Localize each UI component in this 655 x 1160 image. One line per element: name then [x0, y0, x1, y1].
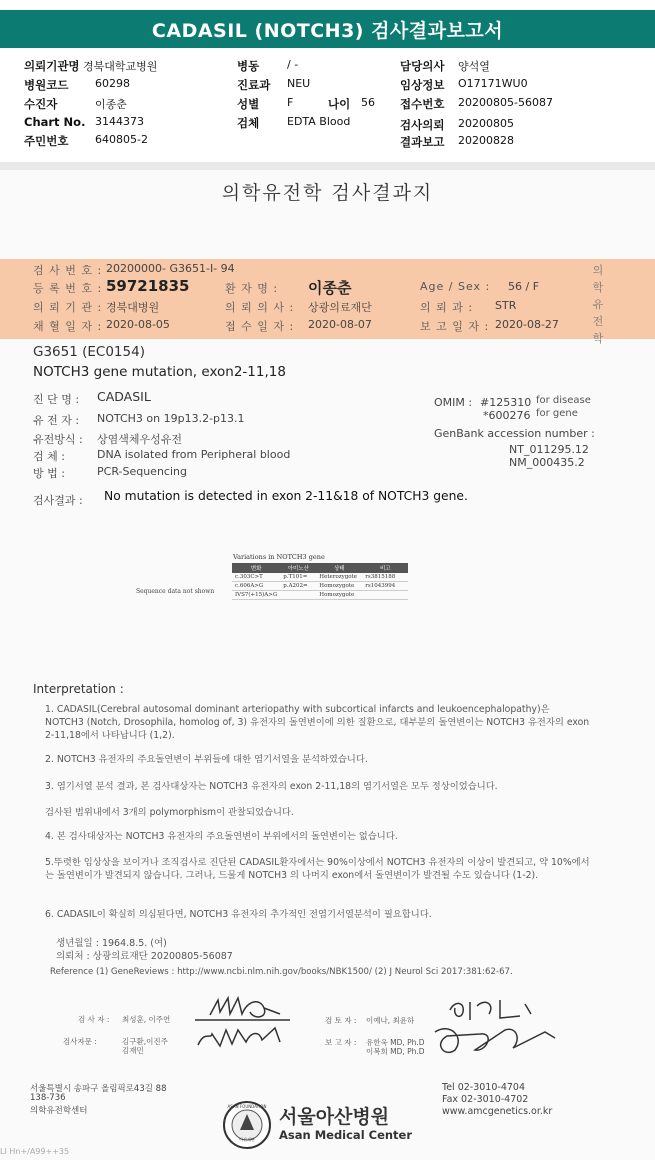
inherit-value: 상염색체우성유전 [97, 433, 183, 446]
report-header [0, 10, 655, 48]
result-date-value: 20200828 [458, 134, 514, 147]
var-header: 비고 [362, 563, 408, 573]
reg-no-value: 59721835 [106, 277, 190, 295]
result-label: 검사결과 : [33, 494, 83, 507]
report-value: 2020-08-27 [495, 318, 559, 331]
hospital-code-row [24, 77, 68, 93]
test-code: G3651 (EC0154) [33, 344, 145, 360]
patient-value: 이종춘 [95, 98, 127, 111]
hospital-code-value: 60298 [95, 77, 130, 90]
interp-item-4: 4. 본 검사대상자는 NOTCH3 유전자의 주요돌연변이 부위에서의 돌연변이는 없습니다. [45, 831, 398, 842]
accession-label-text: 접수번호 [400, 97, 445, 111]
omim2: *600276 [483, 409, 531, 422]
ward-label [237, 58, 259, 74]
req-dept-value: STR [495, 299, 517, 312]
var-header: 아미노산 [280, 563, 316, 573]
doctor-label-text: 담당의사 [400, 59, 445, 73]
report-label: 보 고 일 자 : [420, 320, 490, 333]
ward-label-text: 병동 [237, 59, 260, 73]
request-label-text: 검사의뢰 [400, 118, 445, 132]
reviewer-value: 이예나, 최윤하 [366, 1016, 415, 1025]
address-line-2: 138-736 [30, 1093, 66, 1103]
var-cell: rs1043994 [362, 582, 408, 591]
chart-value: 3144373 [95, 115, 144, 128]
expert-label: 검사자문 : [63, 1037, 97, 1046]
hospital-label: 의뢰기관명 [24, 59, 80, 73]
var-cell: Homozygote [316, 591, 362, 600]
age-label [328, 96, 350, 112]
resident-value: 640805-2 [95, 133, 148, 146]
test-name: NOTCH3 gene mutation, exon2-11,18 [33, 364, 286, 380]
reg-no-label: 등 록 번 호 : [33, 282, 103, 295]
seq-note: Sequence data not shown [136, 588, 215, 595]
table-row [232, 582, 408, 591]
signature-tester [190, 990, 320, 1060]
expert-value-2: 김재민 [122, 1046, 144, 1055]
sheet-title: 의학유전학 검사결과지 [221, 182, 434, 204]
age-value: 56 [361, 96, 375, 109]
age-sex-value: 56 / F [508, 280, 540, 293]
patient-label [24, 96, 57, 112]
interp-item-5: 5.뚜렷한 임상상을 보이거나 조직검사로 진단된 CADASIL환자에서는 90%이상에서 NOTCH3 유전자의 이상이 발견되고, 약 10%에서는 돌연변이가 발견되지 않습니다. 그러나, 드물게 NOTCH3 의 나머지 exon에서 돌연변이가 발견될 수도 있습니다 (1-2). [45, 857, 590, 881]
tel: Tel 02-3010-4704 [442, 1082, 525, 1093]
signature-stroke [450, 1000, 531, 1020]
reporter-label: 보 고 자 : [325, 1038, 357, 1047]
omim1: #125310 [480, 396, 532, 409]
signature-reviewer [425, 992, 565, 1064]
method-label: 방 법 : [33, 467, 65, 480]
req-dept-label: 의 뢰 과 : [420, 301, 474, 314]
var-cell: IVS7(+15)A>G [232, 591, 280, 600]
receive-label: 접 수 일 자 : [225, 320, 295, 333]
hospital-name-kr: 서울아산병원 [279, 1106, 390, 1128]
var-header: 상태 [316, 563, 362, 573]
signature-stroke [210, 998, 280, 1017]
chart-label [24, 115, 85, 129]
result-value: No mutation is detected in exon 2-11&18 of NOTCH3 gene. [104, 489, 468, 503]
omim1-note: for disease [536, 395, 591, 406]
method-value: PCR-Sequencing [97, 465, 187, 478]
ward-value: / - [287, 58, 299, 71]
table-row [232, 591, 408, 600]
gene-value: NOTCH3 on 19p13.2-p13.1 [97, 412, 245, 425]
table-row [232, 573, 408, 582]
var-cell [362, 591, 408, 600]
interp-title: Interpretation : [33, 682, 124, 696]
doctor-value: 양석열 [458, 60, 490, 73]
req-doc-label: 의 뢰 의 사 : [225, 301, 295, 314]
chart-label-text: Chart No. [24, 115, 86, 129]
result-date-label-text: 결과보고 [400, 135, 445, 149]
clinical-label [400, 77, 444, 93]
omim-label: OMIM : [434, 396, 473, 409]
receive-value: 2020-08-07 [308, 318, 372, 331]
seal-text: ASAN FOUNDATION [227, 1104, 267, 1109]
interp-item-3: 3. 염기서열 분석 결과, 본 검사대상자는 NOTCH3 유전자의 exon 2-11,18의 염기서열은 모두 정상이었습니다. [45, 781, 498, 792]
address-line-3: 의학유전학센터 [30, 1106, 88, 1116]
fax: Fax 02-3010-4702 [442, 1094, 529, 1105]
omim2-note: for gene [536, 408, 578, 419]
request-value: 20200805 [458, 117, 514, 130]
test-no-label: 검 사 번 호 : [33, 264, 103, 277]
request-label [400, 117, 444, 133]
referrer: 의뢰처 : 상광의료재단 20200805-56087 [56, 951, 233, 962]
reporter-value-2: 이복희 MD, Ph.D [366, 1047, 425, 1056]
interp-item-3b: 검사된 범위내에서 3개의 polymorphism이 관찰되었습니다. [45, 807, 294, 818]
test-no-value: 20200000- G3651-I- 94 [106, 262, 235, 275]
address-line-1: 서울특별시 송파구 올림픽로43길 88 [30, 1084, 167, 1094]
clinical-value: O17171WU0 [458, 77, 528, 90]
sex-label [237, 96, 259, 112]
side-label-band [608, 259, 655, 339]
var-cell: c.303C>T [232, 573, 280, 582]
tester-label: 검 사 자 : [78, 1015, 110, 1024]
inherit-label: 유전방식 : [33, 433, 83, 446]
reference: Reference (1) GeneReviews : http://www.ncbi.nlm.nih.gov/books/NBK1500/ (2) J Neurol Sci 2017:381:62-67. [50, 967, 513, 977]
report-title: CADASIL (NOTCH3) 검사결과보고서 [151, 19, 504, 42]
resident-label-text: 주민번호 [24, 134, 69, 148]
interp-item-2: 2. NOTCH3 유전자의 주요돌연변이 부위들에 대한 염기서열을 분석하였습니다. [45, 754, 368, 765]
variation-table [232, 563, 408, 600]
hospital-value: 경북대학교병원 [83, 60, 158, 73]
sample-value: DNA isolated from Peripheral blood [97, 448, 291, 461]
reporter-value: 유한욱 MD, Ph.D [366, 1038, 425, 1047]
tester-value: 최성훈, 이주연 [122, 1015, 171, 1024]
var-cell: rs3815188 [362, 573, 408, 582]
reviewer-label: 검 토 자 : [325, 1016, 357, 1025]
var-cell: Heterozygote [316, 573, 362, 582]
inst-label: 의 뢰 기 관 : [33, 301, 103, 314]
doctor-label [400, 58, 444, 74]
hospital-row [24, 58, 157, 74]
genbank2: NM_000435.2 [509, 456, 585, 469]
expert-value: 김구환,이진주 [122, 1037, 168, 1046]
genbank-label: GenBank accession number : [434, 427, 595, 440]
dob: 생년월일 : 1964.8.5. (여) [56, 938, 167, 949]
patient-label-text: 수진자 [24, 97, 58, 111]
hospital-code-label: 병원코드 [24, 78, 69, 92]
specimen-label [237, 115, 259, 131]
var-cell: Homozygote [316, 582, 362, 591]
specimen-value: EDTA Blood [287, 115, 351, 128]
result-date-label [400, 134, 444, 150]
signature-stroke [198, 1028, 280, 1046]
signature-stroke [435, 1029, 555, 1053]
var-cell [280, 591, 316, 600]
collect-label: 채 혈 일 자 : [33, 320, 103, 333]
dept-value: NEU [287, 77, 311, 90]
website: www.amcgenetics.or.kr [442, 1106, 553, 1117]
dept-label-text: 진료과 [237, 78, 271, 92]
diagnosis-label: 진 단 명 : [33, 393, 80, 406]
interp-item-6: 6. CADASIL이 확실히 의심된다면, NOTCH3 유전자의 추가적인 전염기서열분석이 필요합니다. [45, 909, 432, 920]
var-title: Variations in NOTCH3 gene [233, 553, 325, 561]
gene-label: 유 전 자 : [33, 414, 80, 427]
sample-label: 검 체 : [33, 450, 65, 463]
age-sex-label: Age / Sex : [420, 280, 491, 293]
patient-name-value: 이종춘 [308, 279, 352, 297]
var-cell: c.606A>G [232, 582, 280, 591]
patient-name-label: 환 자 명 : [225, 282, 279, 295]
var-header-row [232, 563, 408, 573]
interp-item-1: 1. CADASIL(Cerebral autosomal dominant arteriopathy with subcortical infarcts and leukoencephalopathy)은 NOTCH3 (Notch, Drosophila, homolog of, 3) 유전자의 돌연변이에 의한 질환으로, 대부분의 돌연변이는 NOTCH3 유전자의 exon 2-11,18에서 나타납니다 (1,2). [45, 704, 590, 741]
dept-label [237, 77, 270, 93]
accession-value: 20200805-56087 [458, 96, 553, 109]
collect-value: 2020-08-05 [106, 318, 170, 331]
sex-label-text: 성별 [237, 97, 260, 111]
accession-label [400, 96, 444, 112]
clinical-label-text: 임상정보 [400, 78, 445, 92]
specimen-label-text: 검체 [237, 116, 260, 130]
inst-value: 경북대병원 [106, 301, 160, 314]
var-header: 변화 [232, 563, 280, 573]
genbank1: NT_011295.12 [509, 443, 589, 456]
var-cell: p.T101= [280, 573, 316, 582]
hospital-name-en: Asan Medical Center [279, 1128, 413, 1142]
var-cell: p.A202= [280, 582, 316, 591]
age-label-text: 나이 [328, 97, 351, 111]
sex-value: F [287, 96, 294, 109]
side-label: 의학유전학 [592, 264, 604, 345]
req-doc-value: 상광의료재단 [308, 301, 372, 314]
footer-left: LI Hn+/A99++35 [0, 1147, 70, 1156]
diagnosis-value: CADASIL [97, 389, 151, 404]
seal-sub: 아산재단 [239, 1137, 255, 1142]
resident-label [24, 133, 68, 149]
